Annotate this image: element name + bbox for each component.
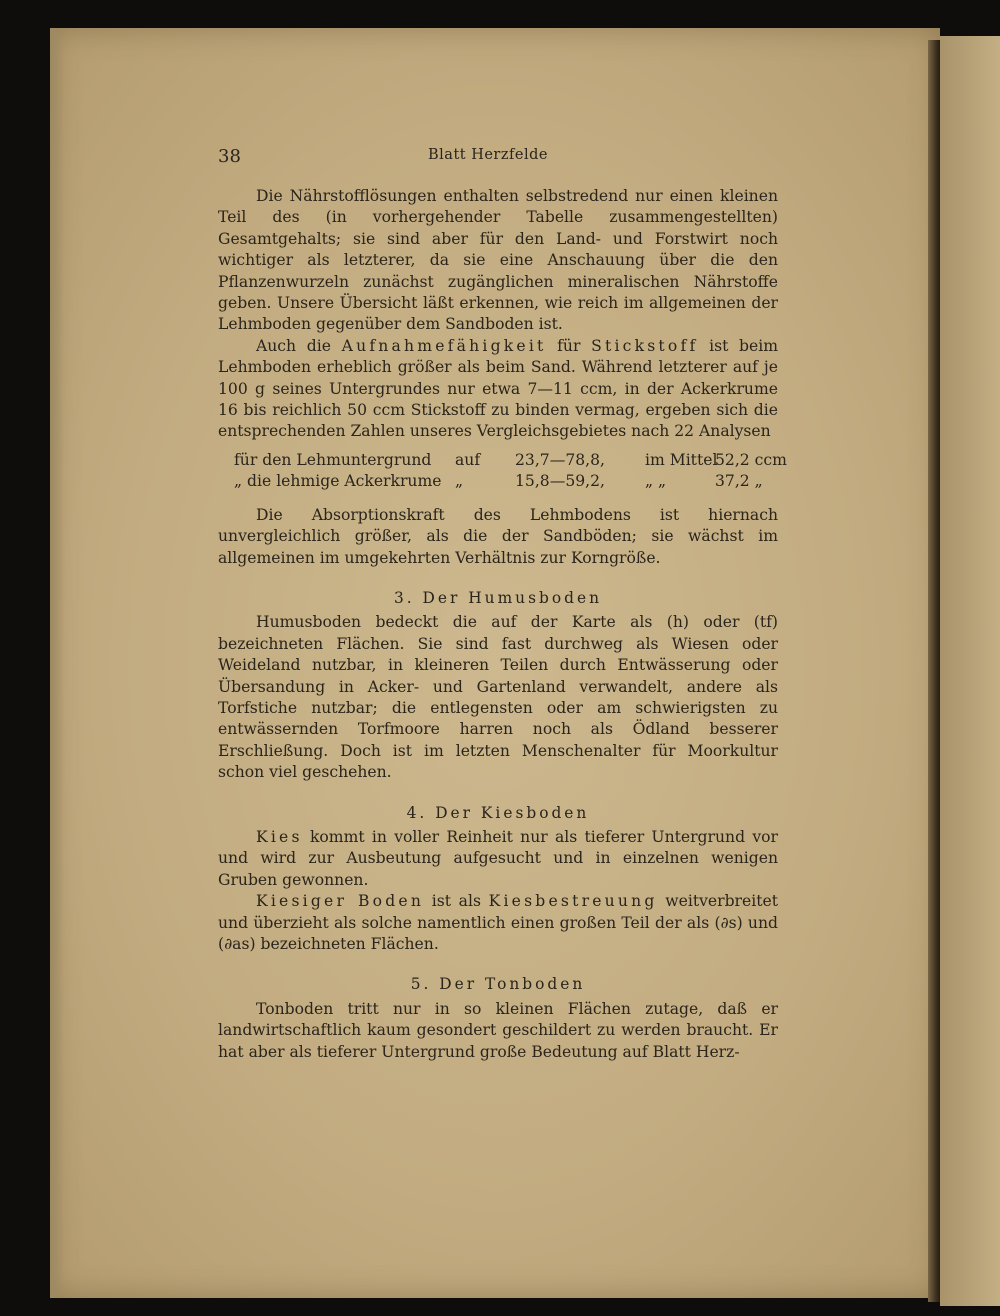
paragraph-absorption-power: Die Absorptionskraft des Lehmbodens ist hiernach unvergleichlich größer, als die der Sandböden; sie wächst im allgemeinen im umgekehrten Verhältnis zur Korngröße. (218, 505, 778, 567)
paragraph-tonboden: Tonboden tritt nur in so kleinen Flächen zutage, daß er landwirtschaftlich kaum gesondert geschildert zu werden braucht. Er hat aber als tieferer Untergrund große Bedeutung auf Blatt Herz- (218, 999, 778, 1061)
text-run: ist als (424, 892, 489, 911)
paragraph-nutrient-solutions: Die Nährstofflösungen enthalten selbstredend nur einen kleinen Teil des (in vorhergehender Tabelle zusammengestellten) Gesamtgehalts; sie sind aber für den Land- und Forstwirt noch wichtiger als letzterer, da sie eine Anschauung über die den Pflanzenwurzeln zunächst zugänglichen mineralischen Nährstoffe geben. Unsere Übersicht läßt erkennen, wie reich im allgemeinen der Lehmboden gegenüber dem Sandboden ist. (218, 187, 778, 334)
table-cell-label: „ die lehmige Ackerkrume (234, 472, 442, 491)
section-heading-humusboden: 3. Der Humusboden (393, 588, 602, 607)
text-run: kommt in voller Reinheit nur als tieferer Untergrund vor und wird zur Ausbeutung aufgesucht und in einzelnen wenigen Gruben gewonnen. (218, 827, 778, 889)
table-cell-value: 37,2 „ (715, 472, 763, 491)
paragraph-nitrogen-absorption (218, 336, 778, 443)
text-run: weitverbreitet und überzieht als solche namentlich einen großen Teil der als (∂s) und (∂as) bezeichneten Flächen. (218, 892, 778, 953)
text-run: ist beim Lehmboden erheblich größer als beim Sand. Während letzterer auf je 100 g seines Untergrundes nur etwa 7—11 ccm, in der Ackerkrume 16 bis reichlich 50 ccm Stickstoff zu binden vermag, ergeben sich die entsprechenden Zahlen unseres Vergleichsgebietes nach 22 Analysen (218, 336, 779, 441)
running-title: Blatt Herzfelde (428, 147, 548, 163)
table-cell-range: 15,8—59,2, (515, 472, 605, 491)
table-cell-value: 52,2 ccm (715, 450, 787, 469)
spaced-term-stickstoff: Stickstoff (591, 336, 699, 355)
spaced-term-kies: Kies (256, 827, 303, 846)
text-run: Auch die (256, 336, 342, 355)
section-heading-kiesboden: 4. Der Kiesboden (406, 803, 590, 822)
table-row (218, 450, 787, 471)
paragraph-kies (218, 827, 778, 891)
page-body (218, 186, 787, 1063)
table-row (218, 471, 778, 492)
table-cell-label: für den Lehmuntergrund (234, 450, 432, 469)
table-cell-prep: „ (455, 472, 464, 491)
spaced-term-kiesiger-boden: Kiesiger Boden (256, 892, 425, 911)
table-cell-mid: „ „ (645, 472, 667, 491)
table-cell-prep: auf (455, 450, 481, 469)
spaced-term-aufnahmefaehigkeit: Aufnahmefähigkeit (341, 336, 547, 355)
table-cell-mid: im Mittel (645, 450, 718, 469)
text-run: für (546, 336, 592, 355)
next-page-edge (940, 36, 1000, 1306)
section-heading-tonboden: 5. Der Tonboden (410, 975, 586, 994)
paragraph-kiesiger-boden (218, 891, 778, 955)
spaced-term-kiesbestreuung: Kiesbestreuung (488, 892, 658, 911)
nitrogen-table (218, 450, 787, 493)
page-number: 38 (218, 146, 241, 167)
paragraph-humusboden: Humusboden bedeckt die auf der Karte als (h) oder (tf) bezeichneten Flächen. Sie sind fast durchweg als Wiesen oder Weideland nutzbar, in kleineren Teilen durch Entwässerung oder Übersandung in Acker- und Gartenland verwandelt, andere als Torfstiche nutzbar; die entlegensten oder am schwierigsten zu entwässernden Torfmoore harren noch als Ödland besserer Erschließung. Doch ist im letzten Menschenalter für Moorkultur schon viel geschehen. (218, 613, 778, 782)
table-cell-range: 23,7—78,8, (515, 450, 605, 469)
page-header (218, 146, 778, 168)
